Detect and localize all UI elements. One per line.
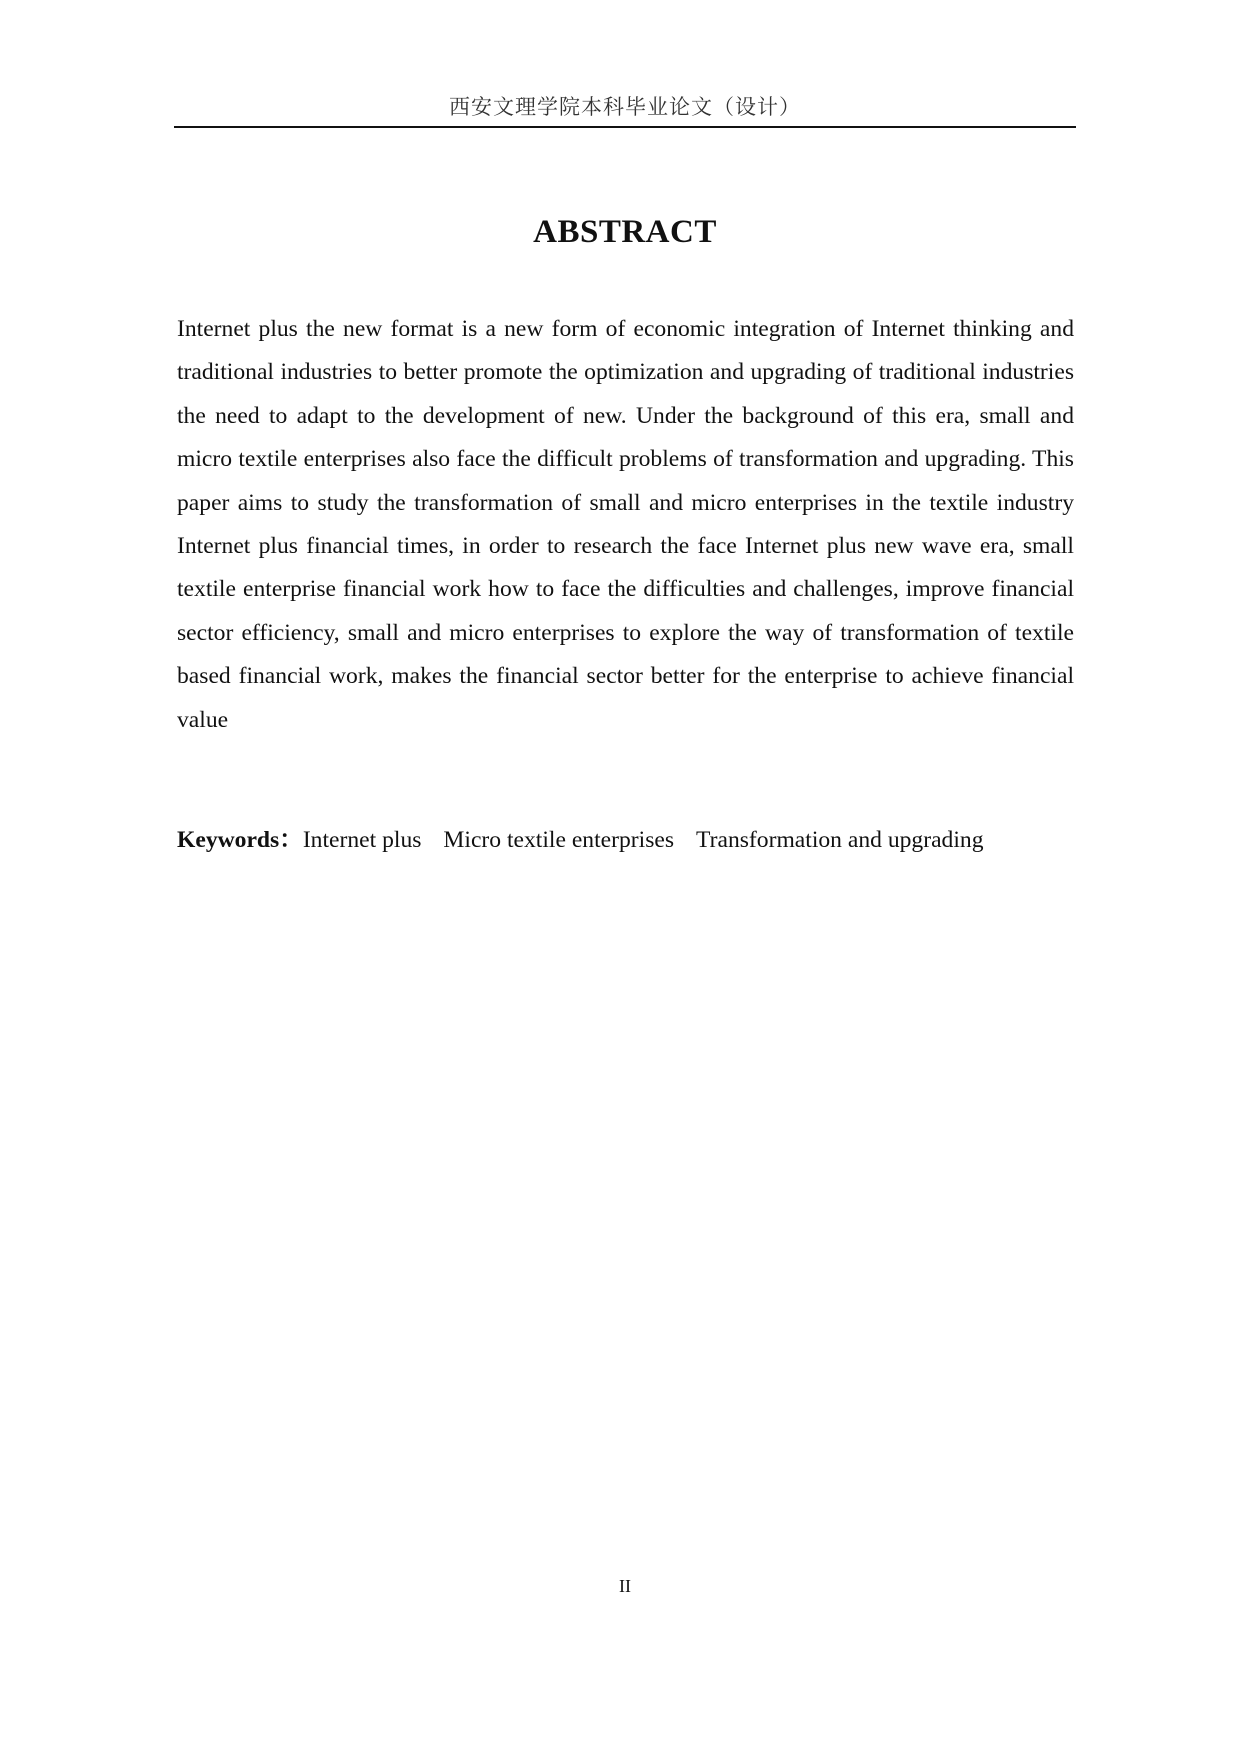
abstract-heading: ABSTRACT [533,214,717,250]
page-number: II [619,1576,631,1596]
running-header: 西安文理学院本科毕业论文（设计） [449,95,801,119]
keyword-item: Internet plus [302,827,422,853]
keywords-label: Keywords： [177,827,303,853]
keywords-line [177,820,1077,860]
abstract-body: Internet plus the new format is a new form of economic integration of Internet thinking and traditional industries to better promote the optimization and upgrading of traditional industries the need to adapt to the development of new. Under the background of this era, small and micro textile enterprises also face the difficult problems of transformation and upgrading. This paper aims to study the transformation of small and micro enterprises in the textile industry Internet plus financial times, in order to research the face Internet plus new wave era, small textile enterprise financial work how to face the difficulties and challenges, improve financial sector efficiency, small and micro enterprises to explore the way of transformation of textile based financial work, makes the financial sector better for the enterprise to achieve financial value [177,316,1074,733]
keyword-item: Micro textile enterprises [443,827,675,853]
header-rule [174,126,1076,128]
keyword-item: Transformation and upgrading [696,827,984,853]
